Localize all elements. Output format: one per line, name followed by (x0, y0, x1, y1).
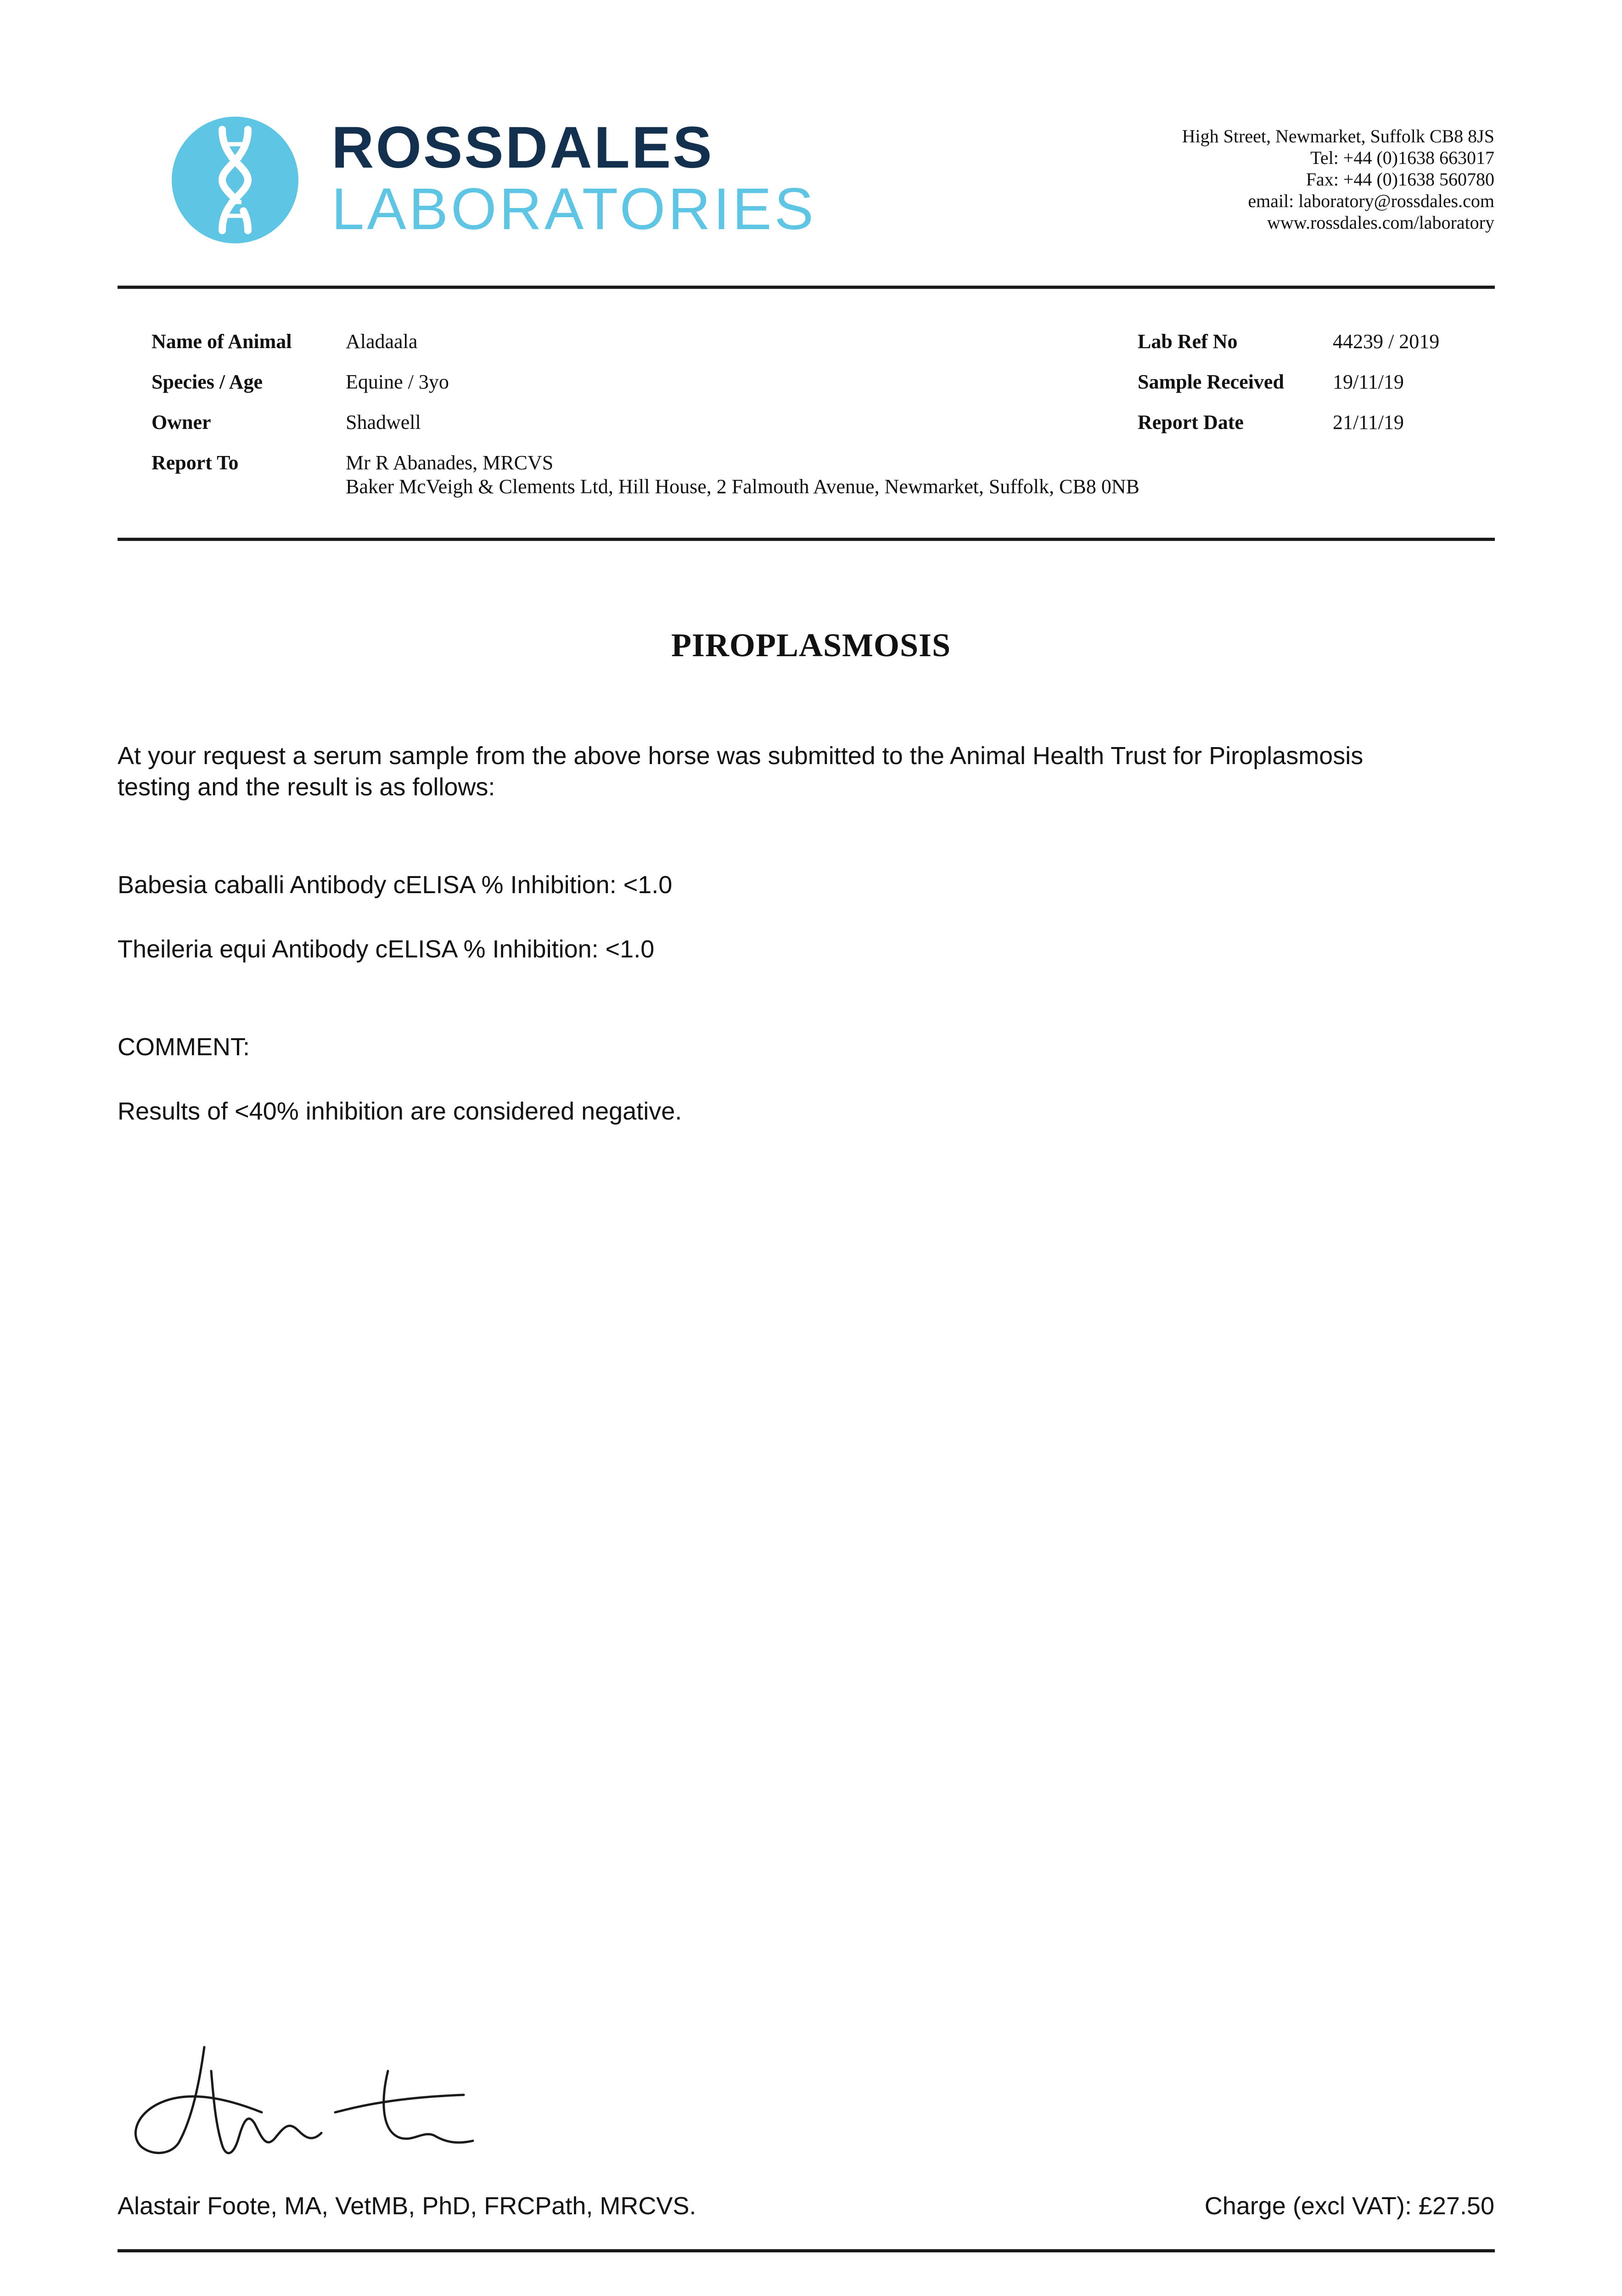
footer-divider (118, 2249, 1495, 2252)
report-to-address: Baker McVeigh & Clements Ltd, Hill House, 2 Falmouth Avenue, Newmarket, Suffolk, CB8 0NB (346, 475, 1139, 498)
comment-text: Results of <40% inhibition are considered negative. (118, 1097, 682, 1125)
comment-label: COMMENT: (118, 1033, 250, 1061)
info-divider (118, 538, 1495, 541)
report-date-label: Report Date (1138, 411, 1244, 433)
contact-email: email: laboratory@rossdales.com (1248, 191, 1494, 211)
signatory-name: Alastair Foote, MA, VetMB, PhD, FRCPath, MRCVS. (118, 2192, 696, 2220)
contact-address: High Street, Newmarket, Suffolk CB8 8JS (1182, 126, 1494, 146)
charge-amount: Charge (excl VAT): £27.50 (1204, 2192, 1494, 2220)
intro-line-1: At your request a serum sample from the above horse was submitted to the Animal Health Trust for Piroplasmosis (118, 742, 1364, 770)
owner-value: Shadwell (346, 411, 421, 433)
lab-ref-label: Lab Ref No (1138, 330, 1238, 353)
species-age-label: Species / Age (152, 371, 263, 393)
contact-tel: Tel: +44 (0)1638 663017 (1310, 147, 1494, 168)
signature (124, 2043, 491, 2163)
result-theileria: Theileria equi Antibody cELISA % Inhibition: <1.0 (118, 935, 655, 963)
report-title: PIROPLASMOSIS (671, 627, 951, 664)
report-date-value: 21/11/19 (1333, 411, 1404, 433)
lab-ref-value: 44239 / 2019 (1333, 330, 1440, 353)
report-to-name: Mr R Abanades, MRCVS (346, 451, 554, 474)
contact-website: www.rossdales.com/laboratory (1267, 212, 1494, 233)
dna-helix-icon (171, 116, 299, 244)
owner-label: Owner (152, 411, 211, 433)
name-of-animal-value: Aladaala (346, 330, 418, 353)
species-age-value: Equine / 3yo (346, 371, 449, 393)
sample-received-value: 19/11/19 (1333, 371, 1404, 393)
report-to-label: Report To (152, 451, 239, 474)
result-babesia: Babesia caballi Antibody cELISA % Inhibition: <1.0 (118, 871, 673, 899)
contact-block (1182, 125, 1494, 233)
logo-wordmark-bottom: LABORATORIES (331, 176, 816, 242)
intro-line-2: testing and the result is as follows: (118, 773, 495, 801)
name-of-animal-label: Name of Animal (152, 330, 292, 353)
sample-received-label: Sample Received (1138, 371, 1284, 393)
logo-wordmark-top: ROSSDALES (331, 115, 714, 180)
contact-fax: Fax: +44 (0)1638 560780 (1306, 169, 1494, 190)
header-divider (118, 286, 1495, 289)
